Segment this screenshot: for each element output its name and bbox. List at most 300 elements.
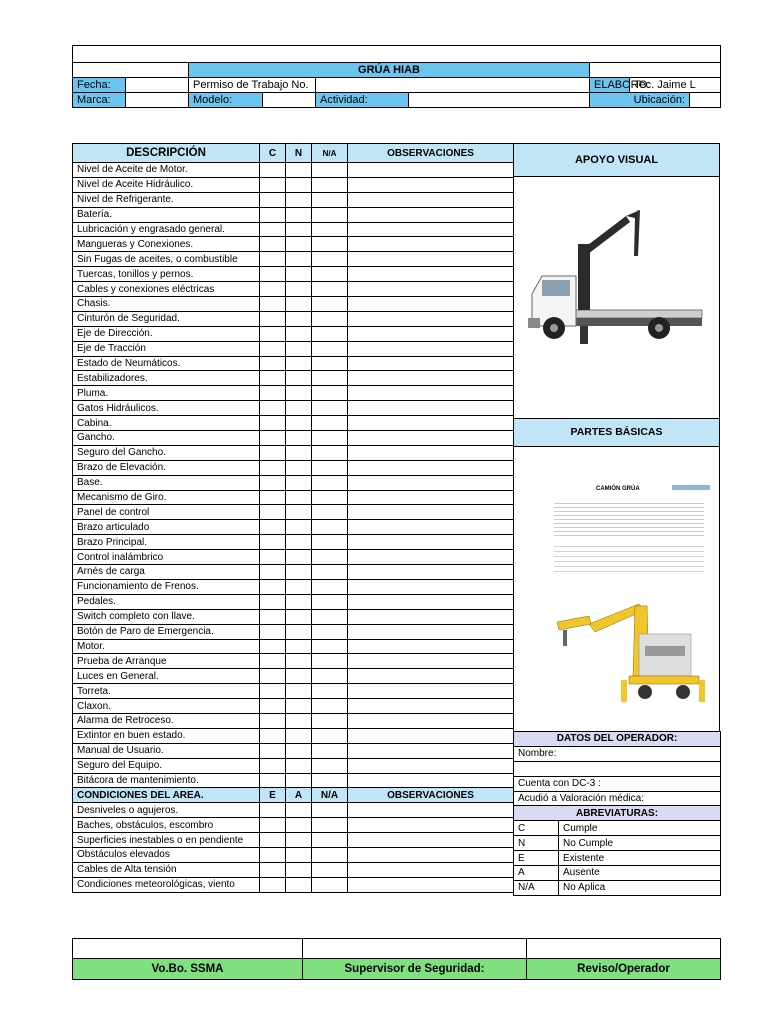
- check-na[interactable]: [312, 579, 348, 594]
- diagram-wheel-left: [638, 685, 652, 699]
- check-n[interactable]: [286, 505, 312, 520]
- check-na[interactable]: [312, 192, 348, 207]
- check-na[interactable]: [312, 520, 348, 535]
- checklist-row: [73, 207, 514, 222]
- check-na[interactable]: [312, 207, 348, 222]
- check-na[interactable]: [312, 371, 348, 386]
- check-observaciones[interactable]: [348, 177, 514, 192]
- check-observaciones[interactable]: [348, 579, 514, 594]
- check-na[interactable]: [312, 237, 348, 252]
- check-c[interactable]: [260, 475, 286, 490]
- abbr-row: [514, 836, 721, 851]
- checklist-item-label: Torreta.: [73, 684, 260, 699]
- check-c[interactable]: [260, 282, 286, 297]
- check-c[interactable]: [260, 594, 286, 609]
- check-observaciones[interactable]: [348, 535, 514, 550]
- check-c[interactable]: [260, 386, 286, 401]
- area-col-observaciones: OBSERVACIONES: [348, 788, 514, 803]
- area-na[interactable]: [312, 847, 348, 862]
- side-panel: [513, 143, 720, 893]
- check-observaciones[interactable]: [348, 713, 514, 728]
- check-c[interactable]: [260, 654, 286, 669]
- permiso-label: Permiso de Trabajo No.: [189, 78, 316, 93]
- check-n[interactable]: [286, 252, 312, 267]
- header-table: [72, 45, 721, 108]
- check-c[interactable]: [260, 431, 286, 446]
- check-observaciones[interactable]: [348, 565, 514, 580]
- check-n[interactable]: [286, 684, 312, 699]
- check-n[interactable]: [286, 416, 312, 431]
- marca-field[interactable]: [126, 93, 189, 108]
- area-item-label: Desniveles o agujeros.: [73, 803, 260, 818]
- check-c[interactable]: [260, 520, 286, 535]
- check-c[interactable]: [260, 684, 286, 699]
- crane-truck-image: [514, 176, 719, 418]
- check-observaciones[interactable]: [348, 758, 514, 773]
- check-c[interactable]: [260, 311, 286, 326]
- abbr-meaning: Ausente: [559, 866, 721, 881]
- truck-bumper: [528, 318, 540, 328]
- check-c[interactable]: [260, 579, 286, 594]
- check-na[interactable]: [312, 311, 348, 326]
- fecha-field[interactable]: [126, 78, 189, 93]
- check-observaciones[interactable]: [348, 386, 514, 401]
- check-c[interactable]: [260, 505, 286, 520]
- form-title: GRÚA HIAB: [189, 63, 590, 78]
- check-na[interactable]: [312, 550, 348, 565]
- check-observaciones[interactable]: [348, 550, 514, 565]
- checklist-row: [73, 490, 514, 505]
- check-na[interactable]: [312, 773, 348, 788]
- check-na[interactable]: [312, 565, 348, 580]
- operator-blank-row[interactable]: [514, 761, 721, 776]
- check-n[interactable]: [286, 207, 312, 222]
- check-c[interactable]: [260, 699, 286, 714]
- col-na: N/A: [312, 144, 348, 163]
- check-n[interactable]: [286, 371, 312, 386]
- check-na[interactable]: [312, 684, 348, 699]
- diagram-wheel-right: [676, 685, 690, 699]
- supervisor-signature-box[interactable]: [303, 939, 527, 959]
- check-observaciones[interactable]: [348, 490, 514, 505]
- check-n[interactable]: [286, 594, 312, 609]
- check-n[interactable]: [286, 654, 312, 669]
- check-c[interactable]: [260, 445, 286, 460]
- check-observaciones[interactable]: [348, 684, 514, 699]
- actividad-field[interactable]: [409, 93, 590, 108]
- check-na[interactable]: [312, 699, 348, 714]
- check-n[interactable]: [286, 297, 312, 312]
- checklist-row: [73, 177, 514, 192]
- check-na[interactable]: [312, 386, 348, 401]
- checklist-item-label: Mangueras y Conexiones.: [73, 237, 260, 252]
- check-observaciones[interactable]: [348, 445, 514, 460]
- check-na[interactable]: [312, 282, 348, 297]
- area-a[interactable]: [286, 847, 312, 862]
- check-observaciones[interactable]: [348, 192, 514, 207]
- check-c[interactable]: [260, 177, 286, 192]
- check-observaciones[interactable]: [348, 728, 514, 743]
- checklist-row: [73, 341, 514, 356]
- check-n[interactable]: [286, 579, 312, 594]
- check-n[interactable]: [286, 475, 312, 490]
- check-na[interactable]: [312, 639, 348, 654]
- check-n[interactable]: [286, 773, 312, 788]
- partes-basicas-header: PARTES BÁSICAS: [513, 418, 720, 447]
- area-item-label: Cables de Alta tensión: [73, 862, 260, 877]
- area-item-label: Obstáculos elevados: [73, 847, 260, 862]
- checklist-item-label: Control inalámbrico: [73, 550, 260, 565]
- abbr-code: E: [514, 851, 559, 866]
- check-c[interactable]: [260, 535, 286, 550]
- check-c[interactable]: [260, 460, 286, 475]
- check-n[interactable]: [286, 192, 312, 207]
- check-na[interactable]: [312, 535, 348, 550]
- partes-doc-logo: [672, 485, 710, 490]
- abbr-meaning: No Cumple: [559, 836, 721, 851]
- diagram-jib: [557, 616, 591, 630]
- check-c[interactable]: [260, 297, 286, 312]
- check-observaciones[interactable]: [348, 460, 514, 475]
- checklist-item-label: Cabina.: [73, 416, 260, 431]
- abbr-meaning: No Aplica: [559, 880, 721, 895]
- elaboro-value[interactable]: Tec. Jaime L: [630, 78, 721, 93]
- area-na[interactable]: [312, 877, 348, 892]
- checklist-row: [73, 282, 514, 297]
- check-na[interactable]: [312, 326, 348, 341]
- check-n[interactable]: [286, 445, 312, 460]
- check-na[interactable]: [312, 267, 348, 282]
- check-na[interactable]: [312, 713, 348, 728]
- stabilizer: [580, 326, 588, 344]
- check-observaciones[interactable]: [348, 401, 514, 416]
- check-n[interactable]: [286, 356, 312, 371]
- area-observaciones[interactable]: [348, 847, 514, 862]
- check-observaciones[interactable]: [348, 371, 514, 386]
- area-row: [73, 803, 514, 818]
- check-na[interactable]: [312, 356, 348, 371]
- area-a[interactable]: [286, 803, 312, 818]
- check-na[interactable]: [312, 609, 348, 624]
- check-na[interactable]: [312, 177, 348, 192]
- checklist-item-label: Base.: [73, 475, 260, 490]
- check-c[interactable]: [260, 728, 286, 743]
- checklist-row: [73, 609, 514, 624]
- checklist-row: [73, 594, 514, 609]
- check-na[interactable]: [312, 341, 348, 356]
- checklist-item-label: Alarma de Retroceso.: [73, 713, 260, 728]
- check-n[interactable]: [286, 341, 312, 356]
- check-na[interactable]: [312, 624, 348, 639]
- check-c[interactable]: [260, 267, 286, 282]
- abbr-row: [514, 880, 721, 895]
- area-na[interactable]: [312, 803, 348, 818]
- checklist-row: [73, 743, 514, 758]
- checklist-row: [73, 505, 514, 520]
- check-c[interactable]: [260, 773, 286, 788]
- datos-operador-header: DATOS DEL OPERADOR:: [514, 732, 721, 747]
- checklist-row: [73, 475, 514, 490]
- check-n[interactable]: [286, 222, 312, 237]
- check-c[interactable]: [260, 669, 286, 684]
- checklist-table: [72, 143, 514, 893]
- check-observaciones[interactable]: [348, 773, 514, 788]
- check-observaciones[interactable]: [348, 163, 514, 178]
- rear-hub: [655, 324, 663, 332]
- check-c[interactable]: [260, 237, 286, 252]
- check-observaciones[interactable]: [348, 207, 514, 222]
- checklist-row: [73, 550, 514, 565]
- checklist-item-label: Gancho.: [73, 431, 260, 446]
- header-spacer-right: [590, 63, 721, 78]
- area-row: [73, 877, 514, 892]
- area-observaciones[interactable]: [348, 877, 514, 892]
- check-observaciones[interactable]: [348, 431, 514, 446]
- check-observaciones[interactable]: [348, 505, 514, 520]
- check-n[interactable]: [286, 624, 312, 639]
- check-n[interactable]: [286, 177, 312, 192]
- check-observaciones[interactable]: [348, 326, 514, 341]
- operator-table: [513, 731, 721, 896]
- check-na[interactable]: [312, 594, 348, 609]
- checklist-row: [73, 356, 514, 371]
- modelo-field[interactable]: [263, 93, 316, 108]
- abbr-row: [514, 851, 721, 866]
- check-n[interactable]: [286, 386, 312, 401]
- col-c: C: [260, 144, 286, 163]
- check-c[interactable]: [260, 207, 286, 222]
- check-c[interactable]: [260, 624, 286, 639]
- check-n[interactable]: [286, 520, 312, 535]
- check-na[interactable]: [312, 252, 348, 267]
- check-n[interactable]: [286, 401, 312, 416]
- area-observaciones[interactable]: [348, 862, 514, 877]
- checklist-item-label: Funcionamiento de Frenos.: [73, 579, 260, 594]
- area-a[interactable]: [286, 862, 312, 877]
- area-observaciones[interactable]: [348, 833, 514, 848]
- checklist-item-label: Brazo de Elevación.: [73, 460, 260, 475]
- check-observaciones[interactable]: [348, 297, 514, 312]
- check-c[interactable]: [260, 550, 286, 565]
- checklist-row: [73, 163, 514, 178]
- check-c[interactable]: [260, 713, 286, 728]
- check-c[interactable]: [260, 609, 286, 624]
- area-observaciones[interactable]: [348, 818, 514, 833]
- abbr-row: [514, 866, 721, 881]
- check-na[interactable]: [312, 505, 348, 520]
- check-na[interactable]: [312, 297, 348, 312]
- check-c[interactable]: [260, 252, 286, 267]
- checklist-item-label: Switch completo con llave.: [73, 609, 260, 624]
- check-na[interactable]: [312, 401, 348, 416]
- check-na[interactable]: [312, 416, 348, 431]
- area-e[interactable]: [260, 803, 286, 818]
- check-observaciones[interactable]: [348, 222, 514, 237]
- area-item-label: Superficies inestables o en pendiente: [73, 833, 260, 848]
- check-n[interactable]: [286, 669, 312, 684]
- check-na[interactable]: [312, 445, 348, 460]
- check-n[interactable]: [286, 565, 312, 580]
- check-observaciones[interactable]: [348, 609, 514, 624]
- area-a[interactable]: [286, 818, 312, 833]
- checklist-item-label: Lubricación y engrasado general.: [73, 222, 260, 237]
- fecha-label: Fecha:: [73, 78, 126, 93]
- check-n[interactable]: [286, 267, 312, 282]
- check-c[interactable]: [260, 490, 286, 505]
- check-observaciones[interactable]: [348, 654, 514, 669]
- check-na[interactable]: [312, 743, 348, 758]
- area-observaciones[interactable]: [348, 803, 514, 818]
- partes-doc-title: CAMIÓN GRÚA: [596, 486, 640, 492]
- check-na[interactable]: [312, 460, 348, 475]
- check-c[interactable]: [260, 401, 286, 416]
- check-na[interactable]: [312, 222, 348, 237]
- check-n[interactable]: [286, 713, 312, 728]
- check-na[interactable]: [312, 758, 348, 773]
- area-e[interactable]: [260, 877, 286, 892]
- checklist-row: [73, 297, 514, 312]
- check-c[interactable]: [260, 743, 286, 758]
- checklist-row: [73, 371, 514, 386]
- area-na[interactable]: [312, 818, 348, 833]
- check-n[interactable]: [286, 237, 312, 252]
- check-observaciones[interactable]: [348, 639, 514, 654]
- area-row: [73, 818, 514, 833]
- cab-window: [542, 280, 570, 296]
- check-n[interactable]: [286, 609, 312, 624]
- check-n[interactable]: [286, 535, 312, 550]
- checklist-row: [73, 401, 514, 416]
- area-e[interactable]: [260, 818, 286, 833]
- header-spacer-left: [73, 63, 189, 78]
- checklist-row: [73, 267, 514, 282]
- check-observaciones[interactable]: [348, 743, 514, 758]
- ssma-signature-box[interactable]: [73, 939, 303, 959]
- check-n[interactable]: [286, 743, 312, 758]
- check-n[interactable]: [286, 699, 312, 714]
- check-observaciones[interactable]: [348, 252, 514, 267]
- area-item-label: Baches, obstáculos, escombro: [73, 818, 260, 833]
- checklist-item-label: Pedales.: [73, 594, 260, 609]
- check-n[interactable]: [286, 282, 312, 297]
- check-n[interactable]: [286, 431, 312, 446]
- check-observaciones[interactable]: [348, 356, 514, 371]
- check-na[interactable]: [312, 669, 348, 684]
- check-c[interactable]: [260, 416, 286, 431]
- area-e[interactable]: [260, 833, 286, 848]
- diagram-hook: [563, 630, 567, 646]
- checklist-row: [73, 728, 514, 743]
- check-observaciones[interactable]: [348, 282, 514, 297]
- checklist-item-label: Batería.: [73, 207, 260, 222]
- dc3-field[interactable]: Cuenta con DC-3 :: [514, 776, 721, 791]
- abreviaturas-header: ABREVIATURAS:: [514, 806, 721, 821]
- checklist-item-label: Cables y conexiones eléctricas: [73, 282, 260, 297]
- check-observaciones[interactable]: [348, 669, 514, 684]
- check-observaciones[interactable]: [348, 311, 514, 326]
- check-observaciones[interactable]: [348, 267, 514, 282]
- area-row: [73, 847, 514, 862]
- check-n[interactable]: [286, 163, 312, 178]
- check-observaciones[interactable]: [348, 520, 514, 535]
- checklist-row: [73, 311, 514, 326]
- check-n[interactable]: [286, 639, 312, 654]
- check-c[interactable]: [260, 341, 286, 356]
- check-observaciones[interactable]: [348, 624, 514, 639]
- checklist-row: [73, 654, 514, 669]
- area-a[interactable]: [286, 877, 312, 892]
- area-e[interactable]: [260, 862, 286, 877]
- check-c[interactable]: [260, 163, 286, 178]
- check-n[interactable]: [286, 490, 312, 505]
- modelo-label: Modelo:: [189, 93, 263, 108]
- check-c[interactable]: [260, 326, 286, 341]
- checklist-row: [73, 624, 514, 639]
- checklist-item-label: Eje de Dirección.: [73, 326, 260, 341]
- abbr-code: N: [514, 836, 559, 851]
- partes-doc-text: [554, 500, 704, 536]
- check-observaciones[interactable]: [348, 341, 514, 356]
- check-na[interactable]: [312, 163, 348, 178]
- check-na[interactable]: [312, 431, 348, 446]
- check-observaciones[interactable]: [348, 237, 514, 252]
- check-c[interactable]: [260, 371, 286, 386]
- check-observaciones[interactable]: [348, 475, 514, 490]
- check-na[interactable]: [312, 728, 348, 743]
- check-na[interactable]: [312, 654, 348, 669]
- marca-label: Marca:: [73, 93, 126, 108]
- check-c[interactable]: [260, 565, 286, 580]
- check-n[interactable]: [286, 326, 312, 341]
- checklist-row: [73, 713, 514, 728]
- checklist-item-label: Manual de Usuario.: [73, 743, 260, 758]
- check-observaciones[interactable]: [348, 699, 514, 714]
- area-e[interactable]: [260, 847, 286, 862]
- check-n[interactable]: [286, 550, 312, 565]
- check-na[interactable]: [312, 490, 348, 505]
- check-observaciones[interactable]: [348, 594, 514, 609]
- checklist-item-label: Nivel de Aceite Hidráulico.: [73, 177, 260, 192]
- check-n[interactable]: [286, 460, 312, 475]
- check-c[interactable]: [260, 222, 286, 237]
- operador-signature-box[interactable]: [527, 939, 721, 959]
- check-n[interactable]: [286, 758, 312, 773]
- check-c[interactable]: [260, 192, 286, 207]
- check-observaciones[interactable]: [348, 416, 514, 431]
- check-n[interactable]: [286, 311, 312, 326]
- check-c[interactable]: [260, 356, 286, 371]
- area-row: [73, 833, 514, 848]
- checklist-item-label: Botón de Paro de Emergencia.: [73, 624, 260, 639]
- checklist-item-label: Extintor en buen estado.: [73, 728, 260, 743]
- nombre-field[interactable]: Nombre:: [514, 746, 721, 761]
- area-na[interactable]: [312, 833, 348, 848]
- area-row: [73, 862, 514, 877]
- ubicacion-field[interactable]: [690, 93, 721, 108]
- check-na[interactable]: [312, 475, 348, 490]
- checklist-item-label: Nivel de Aceite de Motor.: [73, 163, 260, 178]
- checklist-row: [73, 669, 514, 684]
- check-c[interactable]: [260, 639, 286, 654]
- check-c[interactable]: [260, 758, 286, 773]
- permiso-field[interactable]: [316, 78, 590, 93]
- checklist-item-label: Prueba de Arranque: [73, 654, 260, 669]
- ssma-label: Vo.Bo. SSMA: [73, 959, 303, 980]
- area-a[interactable]: [286, 833, 312, 848]
- valoracion-field[interactable]: Acudió a Valoración médica:: [514, 791, 721, 806]
- area-na[interactable]: [312, 862, 348, 877]
- check-n[interactable]: [286, 728, 312, 743]
